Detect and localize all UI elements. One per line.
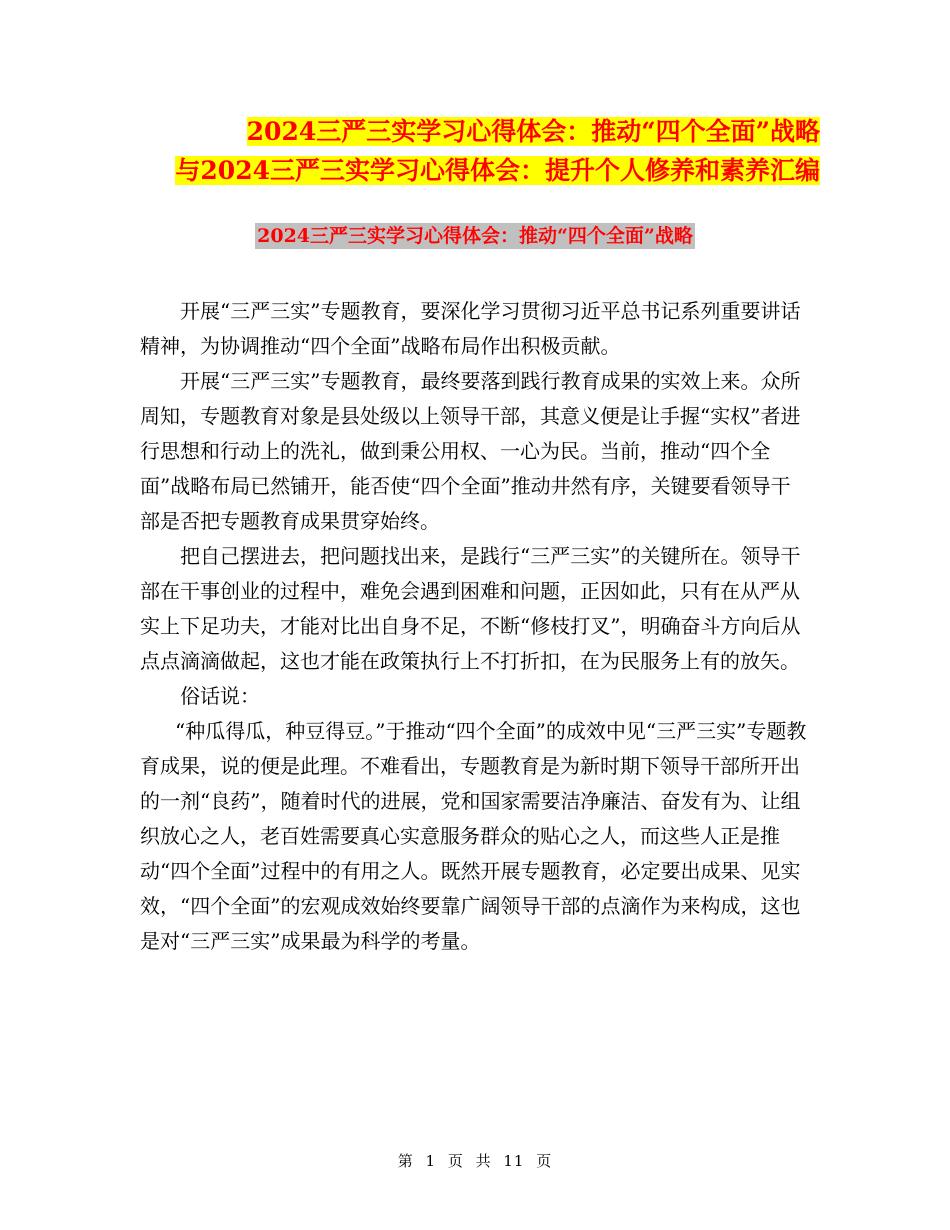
paragraph: 开展“三严三实”专题教育，最终要落到践行教育成果的实效上来。众所周知，专题教育对象是县处级以上领导干部，其意义便是让手握“实权”者进行思想和行动上的洗礼，做到秉公用权、一心为民。当前，推动“四个全面”战略布局已然铺开，能否使“四个全面”推动井然有序，关键要看领导干部是否把专题教育成果贯穿始终。 (140, 369, 801, 533)
paragraph: 开展“三严三实”专题教育，要深化学习贯彻习近平总书记系列重要讲话精神，为协调推动“四个全面”战略布局作出积极贡献。 (140, 299, 801, 358)
title-line-2: 与2024三严三实学习心得体会：提升个人修养和素养汇编 (175, 156, 820, 185)
paragraph: 俗话说： (180, 684, 260, 708)
page-number: 第 1 页 共 11 页 (397, 1152, 553, 1170)
paragraph: “种瓜得瓜，种豆得豆。”于推动“四个全面”的成效中见“三严三实”专题教育成果，说的便是此理。不难看出，专题教育是为新时期下领导干部所开出的一剂“良药”，随着时代的进展，党和国家需要洁净廉洁、奋发有为、让组织放心之人，老百姓需要真心实意服务群众的贴心之人，而这些人正是推动“四个全面”过程中的有用之人。既然开展专题教育，必定要出成果、见实效，“四个全面”的宏观成效始终要靠广阔领导干部的点滴作为来构成，这也是对“三严三实”成果最为科学的考量。 (140, 719, 807, 953)
page-footer (0, 1150, 950, 1171)
section-heading (0, 216, 950, 256)
section-heading-text: 2024三严三实学习心得体会：推动“四个全面”战略 (257, 225, 693, 247)
document-title (140, 112, 820, 190)
title-line-1: 2024三严三实学习心得体会：推动“四个全面”战略 (246, 117, 820, 146)
body-text (140, 294, 810, 959)
paragraph: 把自己摆进去，把问题找出来，是践行“三严三实”的关键所在。领导干部在干事创业的过程中，难免会遇到困难和问题，正因如此，只有在从严从实上下足功夫，才能对比出自身不足，不断“修枝打叉”，明确奋斗方向后从点点滴滴做起，这也才能在政策执行上不打折扣，在为民服务上有的放矢。 (140, 544, 801, 673)
